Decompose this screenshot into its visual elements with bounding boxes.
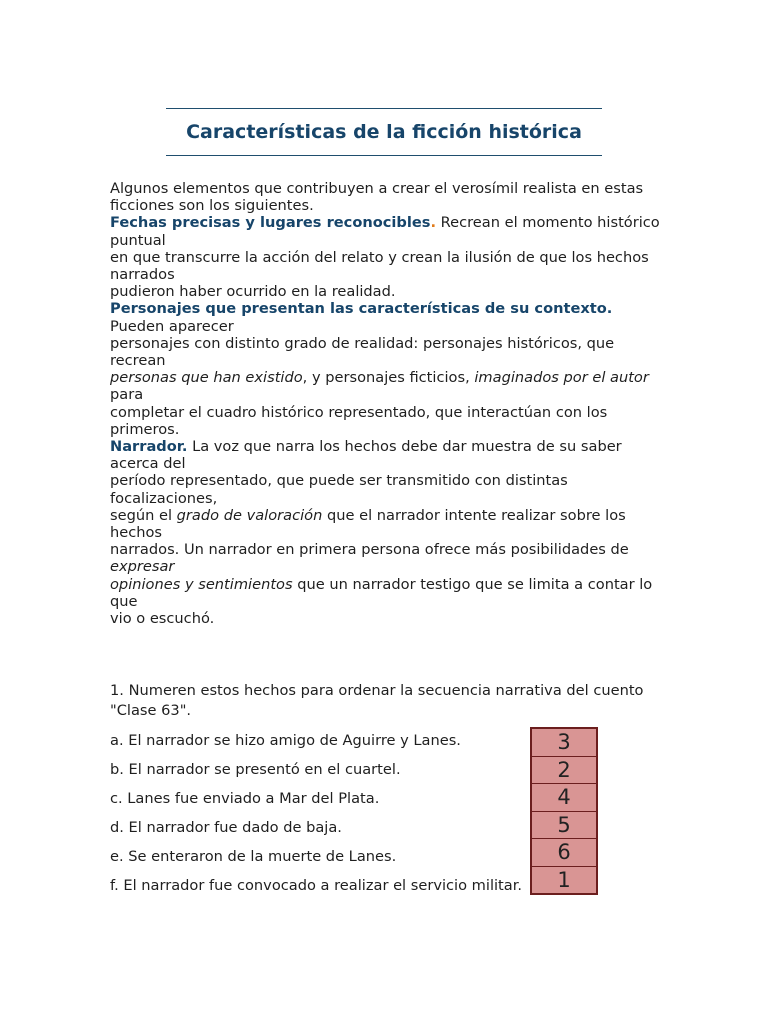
narrador-line-1: La voz que narra los hechos debe dar muestra de su saber acerca del [110, 438, 622, 473]
personajes-line-4: completar el cuadro histórico representado, que interactúan con los primeros. [110, 403, 608, 438]
title-bottom-rule [166, 155, 602, 156]
narrador-line-3-start: según el [110, 506, 177, 524]
intro-line-1: Algunos elementos que contribuyen a crear el verosímil realista en estas [110, 180, 644, 197]
list-item: b. El narrador se presentó en el cuartel. [110, 761, 401, 778]
intro-paragraph [110, 180, 670, 214]
list-item: f. El narrador fue convocado a realizar el servicio militar. [110, 877, 523, 894]
personajes-paragraph [110, 300, 670, 438]
answer-cell: 5 [532, 812, 596, 840]
fechas-line-3: pudieron haber ocurrido en la realidad. [110, 283, 396, 301]
fechas-line-2: en que transcurre la acción del relato y crean la ilusión de que los hechos narrados [110, 248, 649, 284]
personajes-heading: Personajes que presentan las características de su contexto. [110, 300, 613, 318]
answer-cell: 4 [532, 784, 596, 812]
narrador-line-2: período representado, que puede ser transmitido con distintas focalizaciones, [110, 472, 568, 507]
fechas-paragraph [110, 214, 670, 300]
answer-cell: 6 [532, 839, 596, 867]
personajes-italic-2: imaginados por el autor [474, 369, 649, 387]
fechas-line-1: Recrean el momento histórico puntual [110, 214, 660, 249]
body-text [110, 180, 670, 627]
narrador-line-6: vio o escuchó. [110, 610, 215, 628]
personajes-line-2: personajes con distinto grado de realidad: personajes históricos, que recrean [110, 334, 615, 370]
answer-table [530, 727, 598, 895]
title-block [166, 108, 602, 156]
list-item: d. El narrador fue dado de baja. [110, 819, 342, 836]
narrador-italic-1: grado de valoración [176, 506, 323, 524]
fechas-heading: Fechas precisas y lugares reconocibles [110, 214, 431, 232]
personajes-italic-1: personas que han existido [110, 369, 303, 387]
list-item: e. Se enteraron de la muerte de Lanes. [110, 848, 397, 865]
narrador-italic-3: opiniones y sentimientos [110, 575, 293, 593]
list-item: c. Lanes fue enviado a Mar del Plata. [110, 790, 380, 807]
answer-cell: 1 [557, 867, 571, 892]
narrador-line-4-start: narrados. Un narrador en primera persona ofrece más posibilidades de [110, 541, 629, 559]
page-title: Características de la ficción histórica [186, 121, 582, 143]
question-title: 1. Numeren estos hechos para ordenar la secuencia narrativa del cuento "Clase 63". [110, 682, 644, 719]
narrador-line-5-end: que un narrador testigo que se limita a contar lo que [110, 575, 653, 610]
narrador-heading: Narrador. [110, 438, 188, 456]
question-block [110, 681, 670, 894]
answer-cell: 2 [532, 757, 596, 785]
narrador-paragraph [110, 438, 670, 627]
narrador-italic-2: expresar [110, 558, 175, 576]
answer-cell: 3 [532, 729, 596, 757]
fechas-dot: . [430, 214, 436, 232]
intro-line-2: ficciones son los siguientes. [110, 197, 314, 215]
narrador-line-3-end: que el narrador intente realizar sobre los hechos [110, 506, 626, 542]
personajes-line-3-end: para [110, 386, 144, 404]
list-item: a. El narrador se hizo amigo de Aguirre y Lanes. [110, 732, 461, 749]
personajes-line-1: Pueden aparecer [110, 317, 234, 335]
personajes-line-3-mid: , y personajes ficticios, [302, 369, 475, 387]
